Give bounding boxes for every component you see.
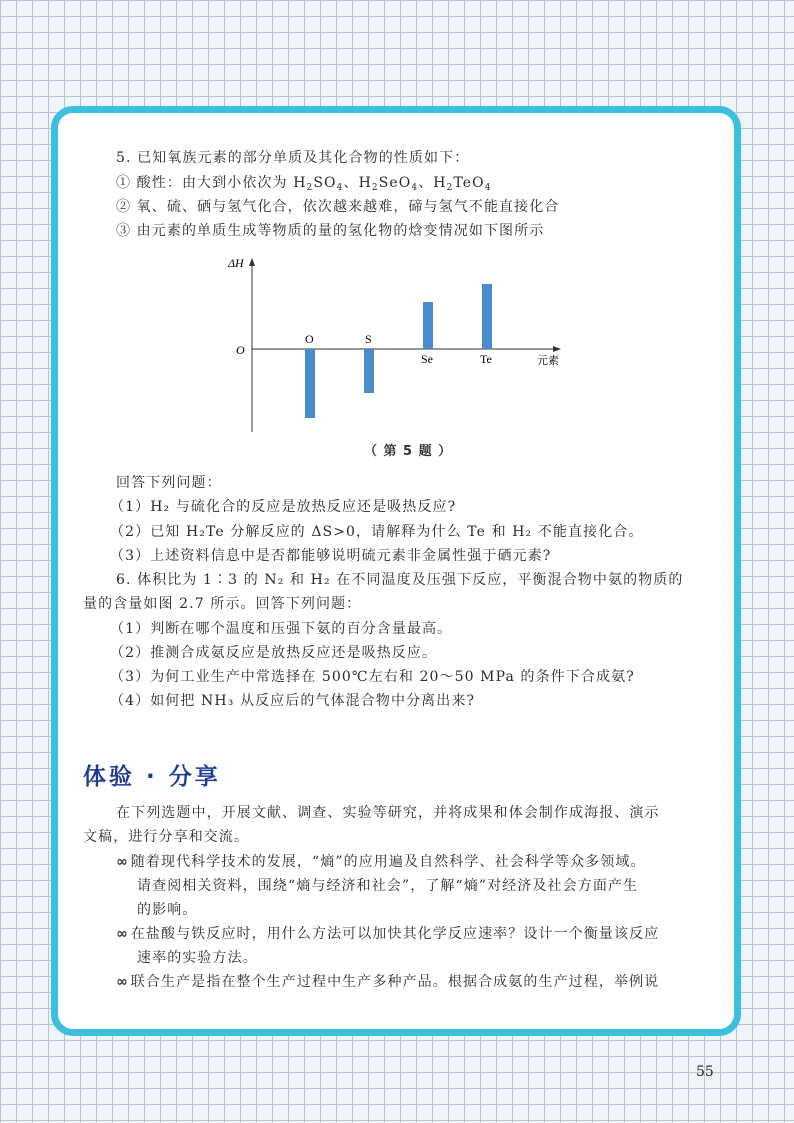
q6-question-4: （4）如何把 NH₃ 从反应后的气体混合物中分离出来? — [110, 693, 476, 709]
formula-h2seo4: $H_2SeO_4$ — [358, 175, 419, 193]
formula-h2so4: $H_2SO_4$ — [293, 175, 344, 193]
infinity-bullet-icon: ∞ — [116, 926, 129, 942]
bar-label-O: O — [305, 332, 314, 346]
q6-question-1: （1）判断在哪个温度和压强下氨的百分含量最高。 — [110, 621, 453, 637]
q5-fact1: ① 酸性：由大到小依次为 $H_2SO_4$、$H_2SeO_4$、$H_2TeO_4$ — [116, 175, 492, 193]
topic-item-1-line1 — [116, 850, 646, 874]
topic-item-2-line1 — [116, 922, 659, 946]
section-title: 体验 · 分享 — [83, 764, 221, 790]
q6-question-2: （2）推测合成氨反应是放热反应还是吸热反应。 — [110, 645, 438, 661]
bar-label-Se: Se — [421, 352, 433, 366]
topic-item-3-line1 — [116, 970, 659, 994]
bar-Te — [482, 284, 492, 349]
page-number: 55 — [696, 1064, 714, 1080]
fact1-prefix: ① 酸性：由大到小依次为 — [116, 175, 294, 191]
topic-text: 在盐酸与铁反应时，用什么方法可以加快其化学反应速率？设计一个衡量该反应 — [130, 926, 660, 942]
q5-question-3: （3）上述资料信息中是否都能够说明硫元素非金属性强于硒元素? — [110, 548, 552, 564]
q6-question-3: （3）为何工业生产中常选择在 500℃左右和 20～50 MPa 的条件下合成氨? — [110, 669, 635, 685]
bar-label-Te: Te — [480, 352, 492, 366]
topic-item-1-line3: 的影响。 — [137, 902, 198, 918]
infinity-bullet-icon: ∞ — [116, 854, 129, 870]
bar-label-S: S — [365, 332, 372, 346]
topic-text: 随着现代科学技术的发展，“熵”的应用遍及自然科学、社会科学等众多领域。 — [130, 854, 646, 870]
formula-h2teo4: $H_2TeO_4$ — [433, 175, 492, 193]
infinity-bullet-icon: ∞ — [116, 974, 129, 990]
section-intro-line2: 文稿，进行分享和交流。 — [83, 829, 250, 845]
origin-label: O — [236, 343, 245, 357]
topic-text: 联合生产是指在整个生产过程中生产多种产品。根据合成氨的生产过程，举例说 — [130, 974, 660, 990]
topic-item-2-line2: 速率的实验方法。 — [137, 950, 258, 966]
x-axis-label: 元素 — [537, 355, 559, 367]
q5-intro: 5. 已知氧族元素的部分单质及其化合物的性质如下： — [116, 150, 470, 166]
q5-question-2: （2）已知 H₂Te 分解反应的 ΔS>0，请解释为什么 Te 和 H₂ 不能直接化合。 — [110, 524, 644, 540]
y-axis-label: ΔH — [228, 256, 244, 270]
q5-fact3: ③ 由元素的单质生成等物质的量的氢化物的焓变情况如下图所示 — [116, 223, 545, 239]
section-intro-line1: 在下列选题中，开展文献、调查、实验等研究，并将成果和体会制作成海报、演示 — [116, 805, 660, 821]
topic-item-1-line2: 请查阅相关资料，围绕“熵与经济和社会”，了解“熵”对经济及社会方面产生 — [137, 878, 639, 894]
q6-intro-line2: 量的含量如图 2.7 所示。回答下列问题： — [83, 596, 362, 612]
bar-S — [364, 349, 374, 393]
chart-caption: （ 第 5 题 ） — [364, 444, 453, 459]
bar-Se — [423, 302, 433, 349]
q5-question-1: （1）H₂ 与硫化合的反应是放热反应还是吸热反应? — [110, 499, 457, 515]
q5-fact2: ② 氧、硫、硒与氢气化合，依次越来越难，碲与氢气不能直接化合 — [116, 199, 560, 215]
q6-intro-line1: 6. 体积比为 1∶3 的 N₂ 和 H₂ 在不同温度及压强下反应，平衡混合物中氨的物质的 — [116, 572, 684, 588]
bar-O — [305, 349, 315, 418]
answer-intro: 回答下列问题： — [116, 475, 222, 491]
enthalpy-bar-chart — [220, 250, 580, 440]
